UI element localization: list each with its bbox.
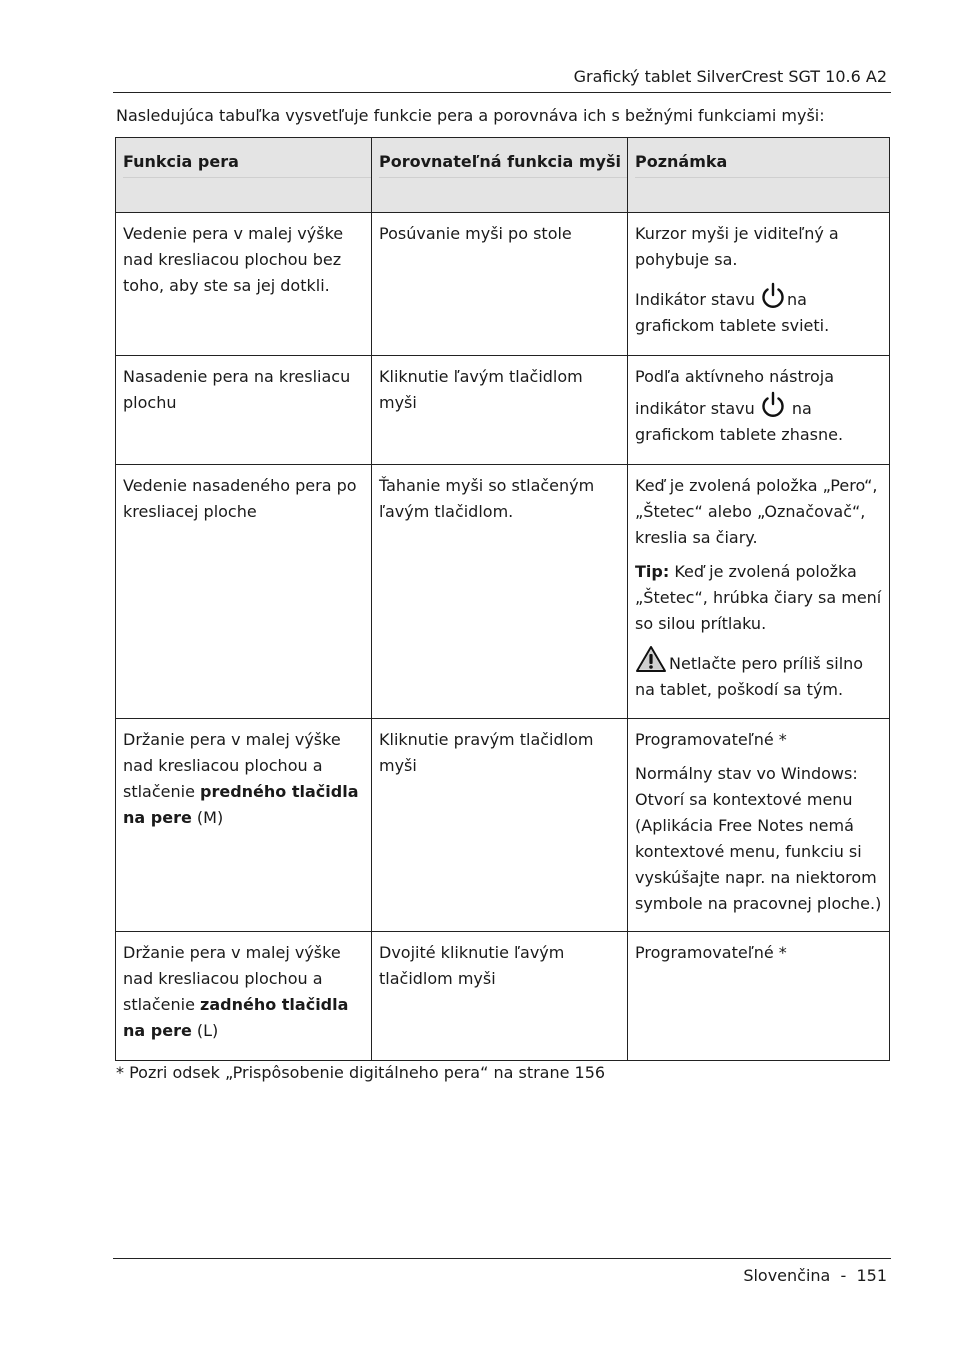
mouse-cell: Dvojité kliknutie ľavým tlačidlom myši xyxy=(372,932,628,1061)
table-row xyxy=(116,213,890,356)
header-mouse-function: Porovnateľná funkcia myši xyxy=(372,138,628,213)
pen-function-table xyxy=(115,137,890,1061)
tip-text: Tip: Keď je zvolená položka „Štetec“, hrúbka čiary sa mení so silou prítlaku. xyxy=(635,562,882,633)
note-text: indikátor stavu na grafickom tablete zhasne. xyxy=(635,390,883,448)
warning-triangle-icon xyxy=(635,645,667,673)
table-row xyxy=(116,465,890,719)
table-header-row xyxy=(116,138,890,213)
note-cell: Programovateľné * xyxy=(628,932,890,1061)
note-cell xyxy=(628,356,890,465)
note-cell xyxy=(628,719,890,932)
page-number: Slovenčina - 151 xyxy=(743,1266,887,1285)
footnote: * Pozri odsek „Prispôsobenie digitálneho pera“ na strane 156 xyxy=(116,1063,606,1082)
intro-text: Nasledujúca tabuľka vysvetľuje funkcie pera a porovnáva ich s bežnými funkciami myši: xyxy=(116,106,825,125)
warning-text: Netlačte pero príliš silno na tablet, poškodí sa tým. xyxy=(635,645,883,703)
power-icon xyxy=(759,390,787,420)
table-row xyxy=(116,719,890,932)
mouse-cell: Ťahanie myši so stlačeným ľavým tlačidlom. xyxy=(372,465,628,719)
note-text: Indikátor stavu na grafickom tablete svieti. xyxy=(635,281,883,339)
note-cell xyxy=(628,213,890,356)
pen-cell: Vedenie pera v malej výške nad kresliacou plochou bez toho, aby ste sa jej dotkli. xyxy=(116,213,372,356)
tip-label: Tip: xyxy=(635,562,670,581)
header-title: Grafický tablet SilverCrest SGT 10.6 A2 xyxy=(573,67,887,86)
mouse-cell: Kliknutie ľavým tlačidlom myši xyxy=(372,356,628,465)
note-text: Keď je zvolená položka „Pero“, „Štetec“ alebo „Označovač“, kreslia sa čiary. xyxy=(635,476,878,547)
table-row xyxy=(116,356,890,465)
pen-cell: Držanie pera v malej výške nad kresliacou plochou a stlačenie predného tlačidla na pere (M) xyxy=(116,719,372,932)
note-text: Programovateľné * xyxy=(635,730,787,749)
table-row xyxy=(116,932,890,1061)
note-text: Normálny stav vo Windows: Otvorí sa kontextové menu (Aplikácia Free Notes nemá kontextové menu, funkciu si vyskúšajte napr. na niektorom symbole na pracovnej ploche.) xyxy=(635,764,882,913)
pen-cell: Držanie pera v malej výške nad kresliacou plochou a stlačenie zadného tlačidla na pere (L) xyxy=(116,932,372,1061)
page-header xyxy=(113,64,891,93)
note-text: Kurzor myši je viditeľný a pohybuje sa. xyxy=(635,224,839,269)
pen-cell: Nasadenie pera na kresliacu plochu xyxy=(116,356,372,465)
mouse-cell: Posúvanie myši po stole xyxy=(372,213,628,356)
page-footer xyxy=(113,1258,891,1289)
note-text: Podľa aktívneho nástroja xyxy=(635,367,834,386)
header-pen-function: Funkcia pera xyxy=(116,138,372,213)
power-icon xyxy=(759,281,787,311)
mouse-cell: Kliknutie pravým tlačidlom myši xyxy=(372,719,628,932)
header-note: Poznámka xyxy=(628,138,890,213)
pen-cell: Vedenie nasadeného pera po kresliacej ploche xyxy=(116,465,372,719)
note-cell xyxy=(628,465,890,719)
